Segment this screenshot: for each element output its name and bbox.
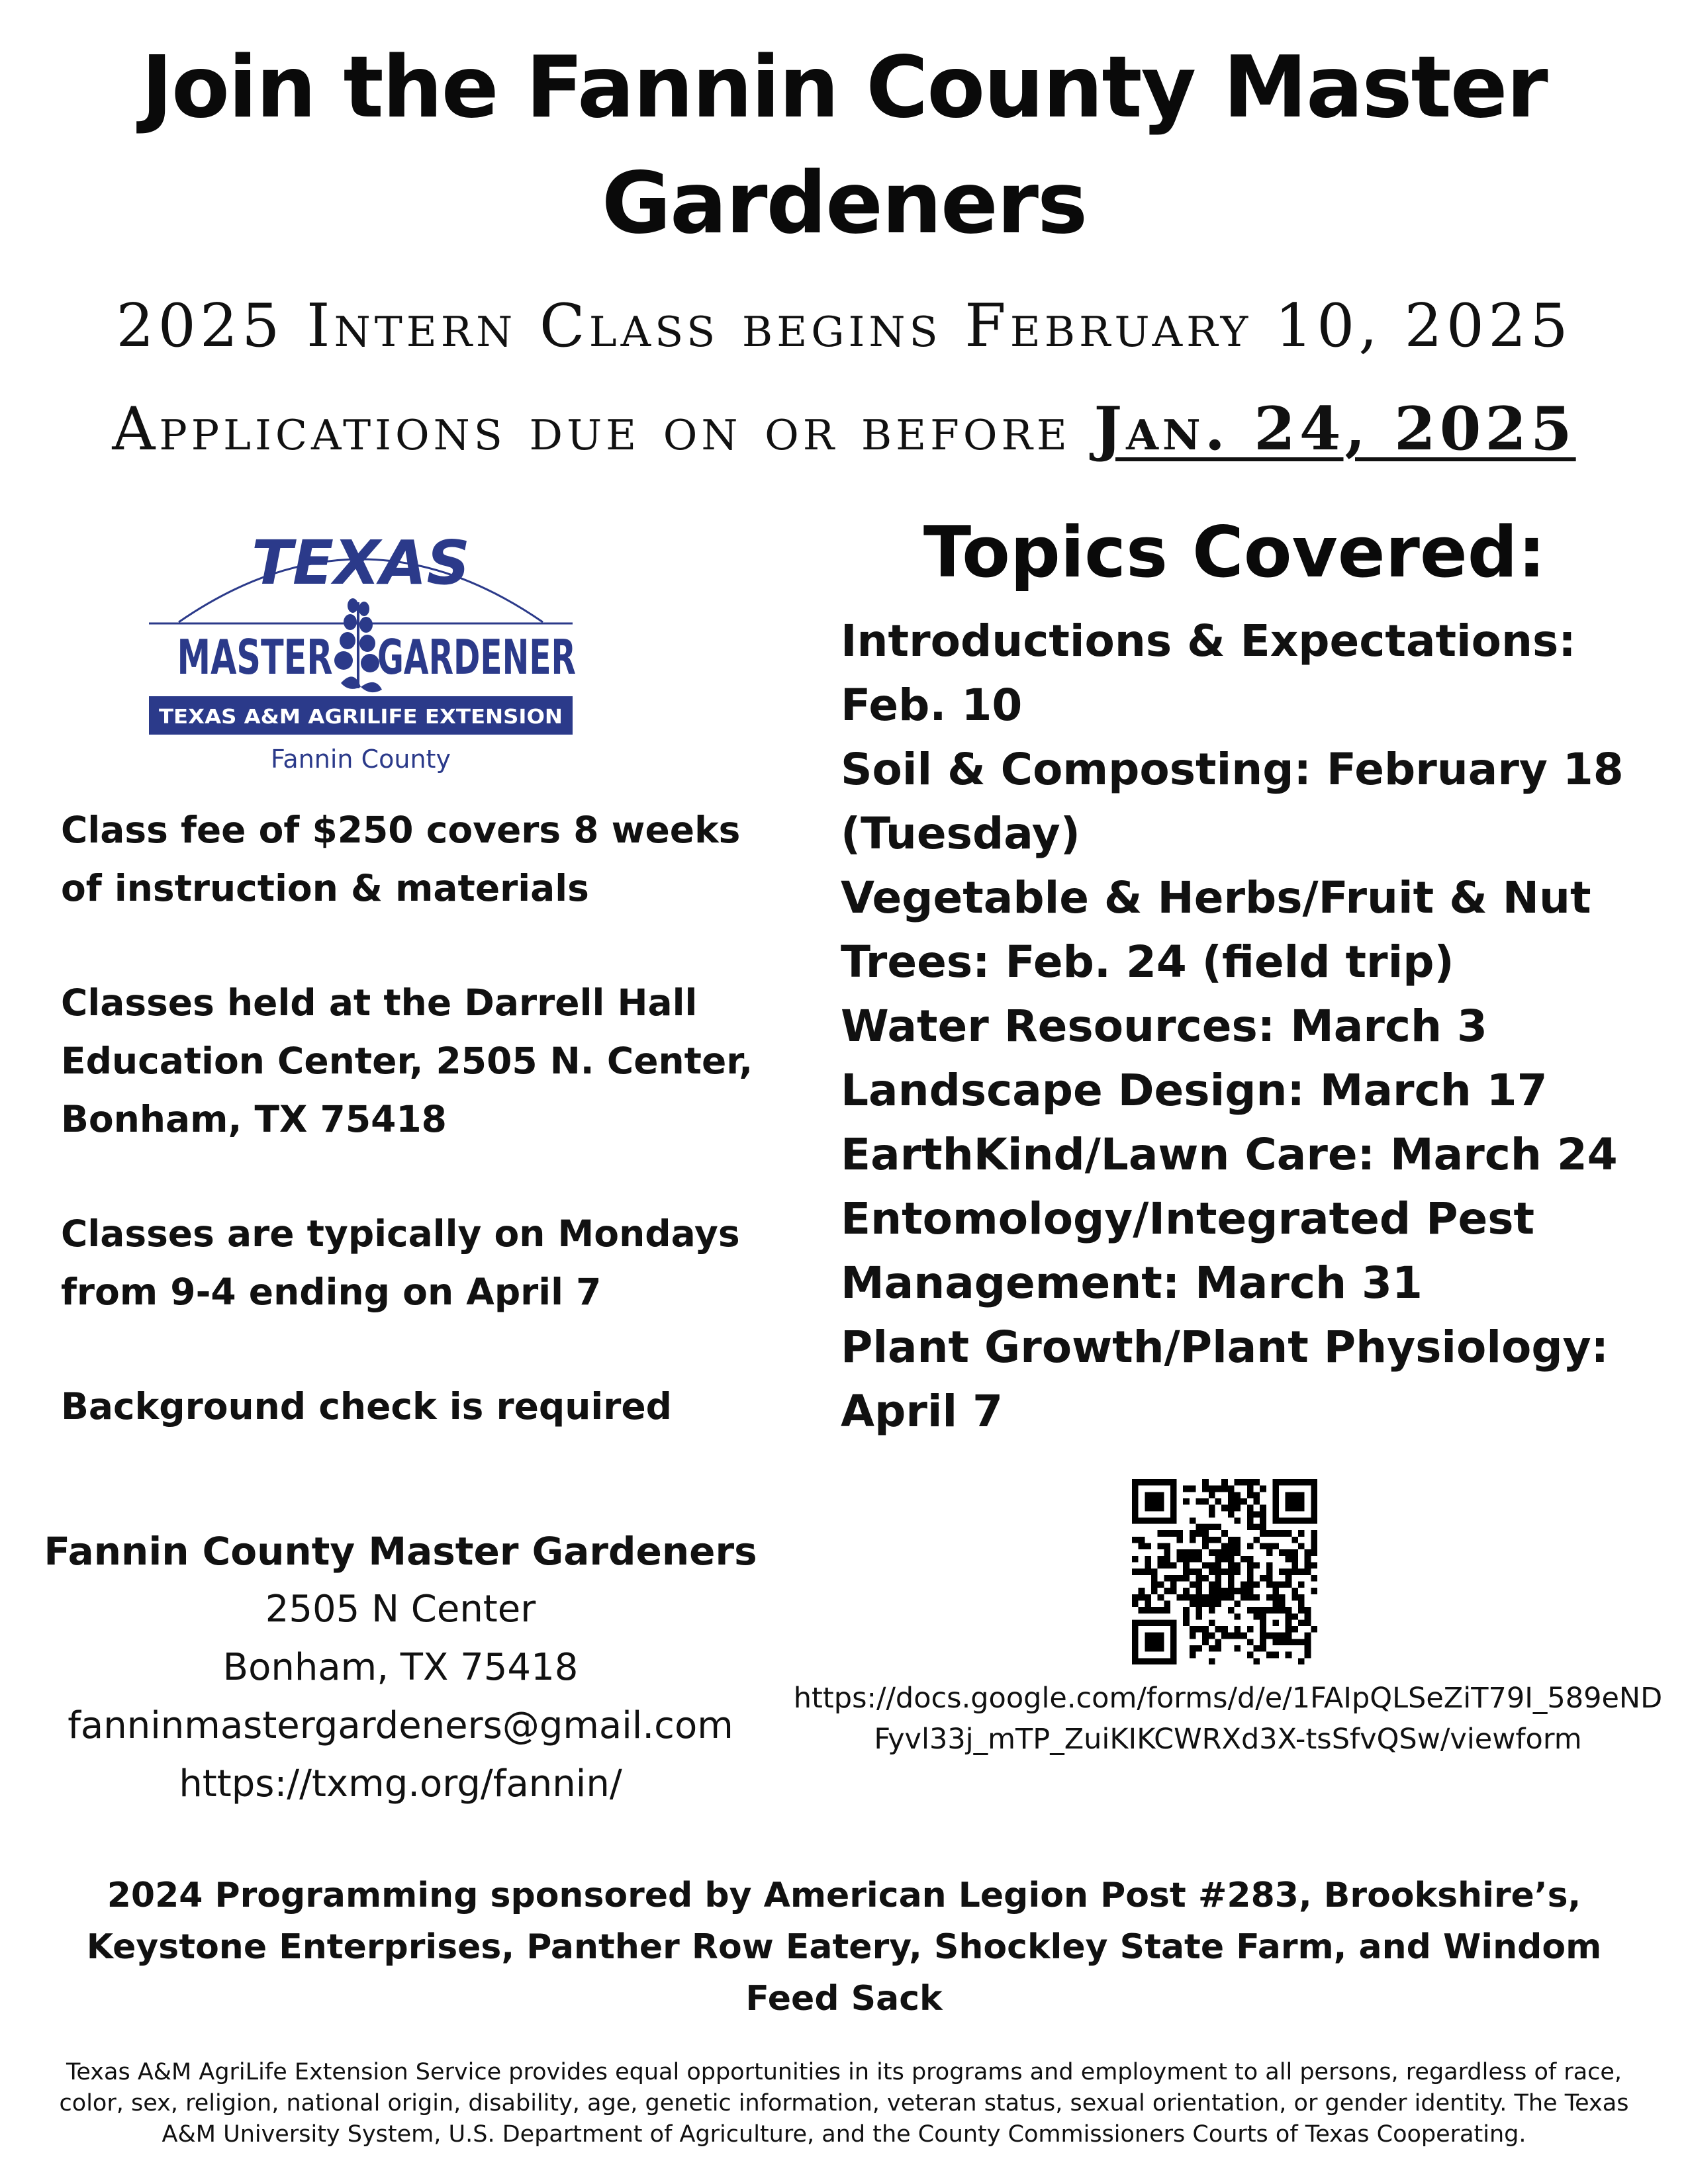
- topic-item: Soil & Composting: February 18 (Tuesday): [841, 744, 1624, 859]
- bluebonnet-icon: [334, 598, 382, 692]
- contact-street: 2505 N Center: [265, 1588, 536, 1631]
- contact-city: Bonham, TX 75418: [222, 1646, 579, 1689]
- contact-block: [26, 1522, 774, 1813]
- class-details: [61, 801, 776, 1435]
- topics-list: [841, 609, 1655, 1443]
- qr-code-icon[interactable]: [1132, 1479, 1317, 1664]
- logo-gardener-text: GARDENER: [377, 629, 576, 685]
- applications-due-line: [66, 394, 1622, 464]
- topic-item: Landscape Design: March 17: [841, 1065, 1548, 1116]
- logo-banner-text: TEXAS A&M AGRILIFE EXTENSION: [159, 705, 563, 729]
- class-schedule-text: Classes are typically on Mondays from 9-4 ending on April 7: [61, 1212, 740, 1313]
- topic-item: Introductions & Expectations: Feb. 10: [841, 615, 1576, 731]
- application-form-link[interactable]: https://docs.google.com/forms/d/e/1FAIpQLSeZiT79I_589eNDFyvl33j_mTP_ZuiKIKCWRXd3X-tsSfvQSw/viewform: [793, 1682, 1663, 1756]
- contact-website-link[interactable]: https://txmg.org/fannin/: [179, 1762, 622, 1805]
- logo-county-text: Fannin County: [271, 745, 451, 774]
- texas-master-gardener-logo: [142, 510, 579, 781]
- logo-master-text: MASTER: [177, 629, 333, 685]
- topic-item: Water Resources: March 3: [841, 1001, 1487, 1052]
- background-check-text: Background check is required: [61, 1385, 673, 1428]
- topic-item: EarthKind/Lawn Care: March 24: [841, 1129, 1618, 1180]
- contact-org-name: Fannin County Master Gardeners: [44, 1529, 757, 1574]
- topic-item: Vegetable & Herbs/Fruit & Nut Trees: Feb. 24 (field trip): [841, 872, 1591, 987]
- class-begins-line: 2025 Intern Class begins February 10, 2025: [116, 291, 1572, 361]
- topic-item: Entomology/Integrated Pest Management: March 31: [841, 1193, 1535, 1308]
- sponsors-text: 2024 Programming sponsored by American Legion Post #283, Brookshire’s, Keystone Enterprises, Panther Row Eatery, Shockley State Farm, and Windom Feed Sack: [86, 1876, 1602, 2019]
- page-title: Join the Fannin County Master Gardeners: [141, 38, 1547, 253]
- topic-item: Plant Growth/Plant Physiology: April 7: [841, 1322, 1609, 1437]
- logo-texas-text: TEXAS: [252, 527, 470, 598]
- equal-opportunity-disclaimer: Texas A&M AgriLife Extension Service provides equal opportunities in its programs and employment to all persons, regardless of race, color, sex, religion, national origin, disability, age, genetic information, veteran status, sexual orientation, or gender identity. The Texas A&M University System, U.S. Department of Agriculture, and the County Commissioners Courts of Texas Cooperating.: [59, 2059, 1629, 2148]
- applications-due-prefix: Applications due on or before: [112, 394, 1094, 464]
- class-location-text: Classes held at the Darrell Hall Education Center, 2505 N. Center, Bonham, TX 75418: [61, 981, 753, 1140]
- applications-due-date: Jan. 24, 2025: [1094, 394, 1576, 464]
- topics-heading: Topics Covered:: [923, 512, 1546, 593]
- contact-email-link[interactable]: fanninmastergardeners@gmail.com: [68, 1704, 733, 1747]
- class-fee-text: Class fee of $250 covers 8 weeks of instruction & materials: [61, 809, 741, 909]
